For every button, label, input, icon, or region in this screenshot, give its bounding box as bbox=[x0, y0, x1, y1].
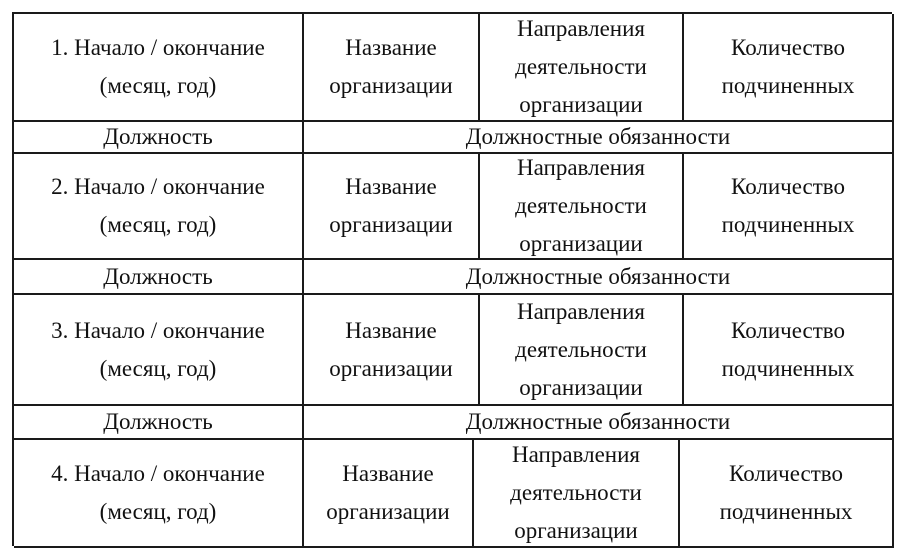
duties-cell-2: Должностные обязанности bbox=[304, 260, 894, 295]
start-end-cell-3: 3. Начало / окончание (месяц, год) bbox=[14, 295, 304, 406]
work-history-table bbox=[12, 12, 892, 546]
subordinates-cell-4: Количество подчиненных bbox=[680, 440, 894, 548]
start-end-cell-4: 4. Начало / окончание (месяц, год) bbox=[14, 440, 304, 548]
position-cell-2: Должность bbox=[14, 260, 304, 295]
org-name-cell-3: Название организации bbox=[304, 295, 480, 406]
activity-cell-3: Направления деятельности организации bbox=[480, 295, 684, 406]
duties-cell-1: Должностные обязанности bbox=[304, 122, 894, 154]
activity-cell-4: Направления деятельности организации bbox=[474, 440, 680, 548]
activity-cell-2: Направления деятельности организации bbox=[480, 154, 684, 260]
activity-cell-1: Направления деятельности организации bbox=[480, 14, 684, 122]
subordinates-cell-2: Количество подчиненных bbox=[684, 154, 894, 260]
subordinates-cell-3: Количество подчиненных bbox=[684, 295, 894, 406]
org-name-cell-4: Название организации bbox=[304, 440, 474, 548]
duties-cell-3: Должностные обязанности bbox=[304, 406, 894, 440]
start-end-cell-2: 2. Начало / окончание (месяц, год) bbox=[14, 154, 304, 260]
subordinates-cell-1: Количество подчиненных bbox=[684, 14, 894, 122]
org-name-cell-1: Название организации bbox=[304, 14, 480, 122]
org-name-cell-2: Название организации bbox=[304, 154, 480, 260]
position-cell-3: Должность bbox=[14, 406, 304, 440]
position-cell-1: Должность bbox=[14, 122, 304, 154]
start-end-cell-1: 1. Начало / окончание (месяц, год) bbox=[14, 14, 304, 122]
